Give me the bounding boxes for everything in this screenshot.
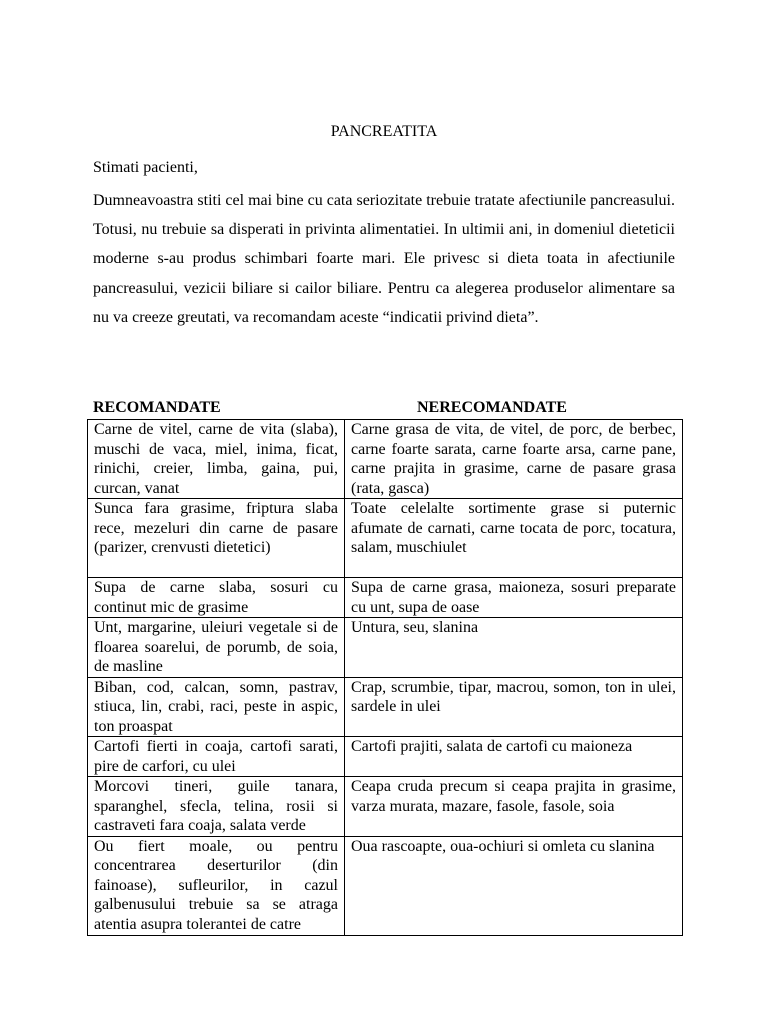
document-title: PANCREATITA [330,123,438,140]
recommended-cell: Sunca fara grasime, friptura slaba rece, mezeluri din carne de pasare (parizer, crenvusti dietetici) [88,499,345,578]
not-recommended-cell: Untura, seu, slanina [345,618,683,678]
not-recommended-cell: Toate celelalte sortimente grase si puternic afumate de carnati, carne tocata de porc, tocatura, salam, muschiulet [345,499,683,578]
recommended-cell: Morcovi tineri, guile tanara, sparanghel, sfecla, telina, rosii si castraveti fara coaja, salata verde [88,777,345,837]
diet-table [87,419,683,936]
table-row [88,737,683,777]
table-row [88,677,683,737]
table-row [88,578,683,618]
recommended-cell: Cartofi fierti in coaja, cartofi sarati, pire de carfori, cu ulei [88,737,345,777]
recommended-cell-text: Ou fiert moale, ou pentru concentrarea deserturilor (din fainoase), sufleurilor, in cazul galbenusului trebuie sa se atraga atentia asupra tolerantei de catre [94,837,338,933]
recommended-cell: Unt, margarine, uleiuri vegetale si de floarea soarelui, de porumb, de soia, de masline [88,618,345,678]
not-recommended-cell: Ceapa cruda precum si ceapa prajita in grasime, varza murata, mazare, fasole, fasole, soia [345,777,683,837]
column-header-not-recommended: NERECOMANDATE [417,399,567,416]
greeting-line: Stimati pacienti, [93,159,198,176]
table-row [88,420,683,499]
not-recommended-cell: Oua rascoapte, oua-ochiuri si omleta cu slanina [345,836,683,935]
recommended-cell: Supa de carne slaba, sosuri cu continut mic de grasime [88,578,345,618]
table-row [88,836,683,935]
column-header-recommended: RECOMANDATE [93,399,221,416]
recommended-cell [88,836,345,935]
not-recommended-cell: Cartofi prajiti, salata de cartofi cu maioneza [345,737,683,777]
recommended-cell: Carne de vitel, carne de vita (slaba), muschi de vaca, miel, inima, ficat, rinichi, creier, limba, gaina, pui, curcan, vanat [88,420,345,499]
intro-paragraph: Dumneavoastra stiti cel mai bine cu cata seriozitate trebuie tratate afectiunile pancreasului. Totusi, nu trebuie sa disperati in privinta alimentatiei. In ultimii ani, in domeniul dieteticii moderne s-au produs schimbari foarte mari. Ele privesc si dieta toata in afectiunile pancreasului, vezicii biliare si cailor biliare. Pentru ca alegerea produselor alimentare sa nu va creeze greutati, va recomandam aceste “indicatii privind dieta”. [93,192,675,326]
recommended-cell: Biban, cod, calcan, somn, pastrav, stiuca, lin, crabi, raci, peste in aspic, ton proaspat [88,677,345,737]
not-recommended-cell: Crap, scrumbie, tipar, macrou, somon, ton in ulei, sardele in ulei [345,677,683,737]
table-row [88,618,683,678]
table-row [88,777,683,837]
table-row [88,499,683,578]
not-recommended-cell: Supa de carne grasa, maioneza, sosuri preparate cu unt, supa de oase [345,578,683,618]
not-recommended-cell: Carne grasa de vita, de vitel, de porc, de berbec, carne foarte sarata, carne foarte arsa, carne pane, carne prajita in grasime, carne de pasare grasa (rata, gasca) [345,420,683,499]
